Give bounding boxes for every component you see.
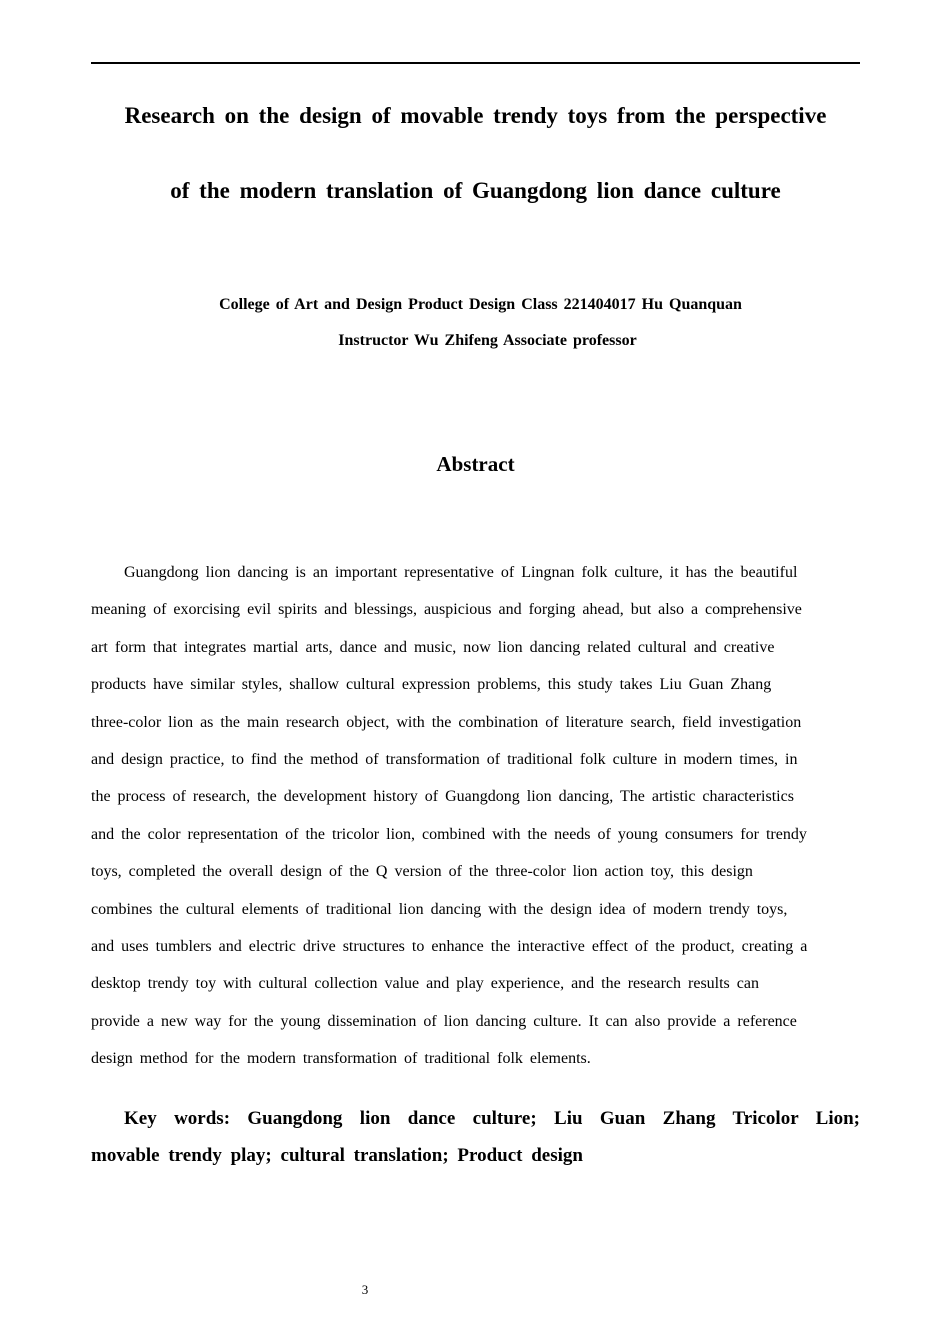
abstract-body: [91, 562, 860, 1085]
abstract-line: design method for the modern transformation of traditional folk elements.: [91, 1050, 591, 1068]
instructor-line: Instructor Wu Zhifeng Associate professor: [338, 332, 637, 349]
keywords-line-2: movable trendy play; cultural translation; Product design: [91, 1145, 583, 1166]
abstract-line: combines the cultural elements of traditional lion dancing with the design idea of modern trendy toys,: [91, 900, 788, 918]
title-line-1: Research on the design of movable trendy toys from the perspective: [124, 103, 827, 128]
header-rule: [91, 62, 860, 64]
abstract-line: three-color lion as the main research object, with the combination of literature search, field investigation: [91, 713, 802, 731]
keywords-block: [91, 1107, 860, 1181]
author-affiliation: College of Art and Design Product Design Class 221404017 Hu Quanquan: [219, 296, 742, 313]
abstract-line: the process of research, the development history of Guangdong lion dancing, The artistic characteristics: [91, 788, 794, 806]
abstract-line: and the color representation of the tricolor lion, combined with the needs of young consumers for trendy: [91, 825, 807, 843]
abstract-line: and design practice, to find the method of transformation of traditional folk culture in modern times, in: [91, 750, 798, 768]
abstract-line: Guangdong lion dancing is an important representative of Lingnan folk culture, it has the beautiful: [124, 564, 798, 581]
abstract-line: art form that integrates martial arts, dance and music, now lion dancing related cultural and creative: [91, 638, 775, 656]
abstract-line: products have similar styles, shallow cultural expression problems, this study takes Liu Guan Zhang: [91, 676, 772, 694]
abstract-line: toys, completed the overall design of the Q version of the three-color lion action toy, this design: [91, 863, 753, 881]
keywords-line-1: Key words: Guangdong lion dance culture; Liu Guan Zhang Tricolor Lion;: [124, 1108, 860, 1129]
title-line-2: of the modern translation of Guangdong lion dance culture: [170, 178, 781, 203]
abstract-line: meaning of exorcising evil spirits and blessings, auspicious and forging ahead, but also a comprehensive: [91, 601, 802, 619]
abstract-line: desktop trendy toy with cultural collection value and play experience, and the research results can: [91, 975, 759, 993]
abstract-line: and uses tumblers and electric drive structures to enhance the interactive effect of the product, creating a: [91, 937, 808, 955]
abstract-heading: Abstract: [436, 452, 515, 476]
abstract-line: provide a new way for the young dissemination of lion dancing culture. It can also provide a reference: [91, 1012, 797, 1030]
page-number: 3: [361, 1282, 369, 1297]
